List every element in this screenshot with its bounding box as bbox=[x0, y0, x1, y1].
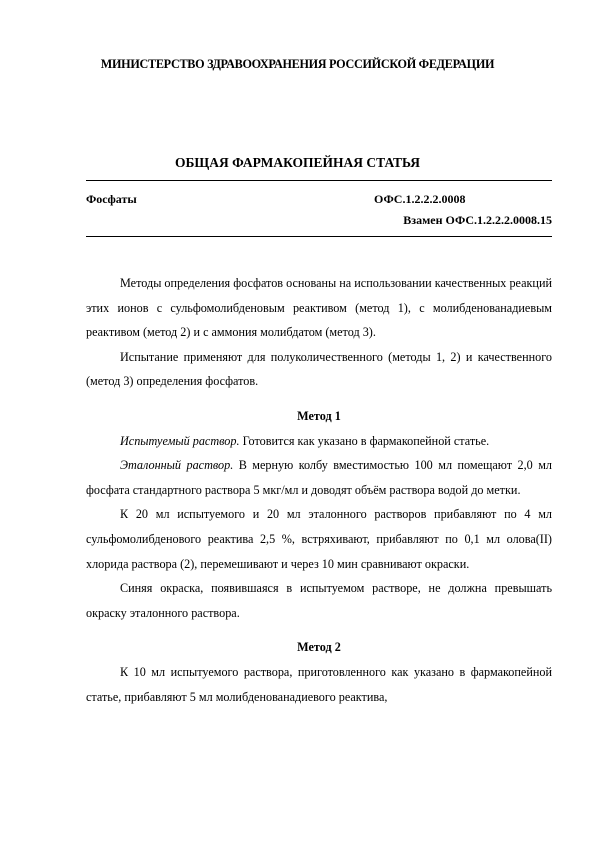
method-2-heading: Метод 2 bbox=[297, 640, 341, 655]
article-code: ОФС.1.2.2.2.0008 bbox=[374, 192, 466, 206]
reference-solution-label: Эталонный раствор. bbox=[120, 458, 234, 473]
method-2-procedure: К 10 мл испытуемого раствора, приготовленного как указано в фармакопейной статье, прибавляют 5 мл молибденованадиевого реактива, bbox=[86, 664, 552, 704]
method-1-procedure: К 20 мл испытуемого и 20 мл эталонного растворов прибавляют по 4 мл сульфомолибденового реактива 2,5 %, встряхивают, прибавляют по 0,1 мл олова(II) хлорида раствора (2), перемешивают и через 10 мин сравнивают окраски. bbox=[86, 507, 552, 571]
intro-paragraph-2: Испытание применяют для полуколичественного (методы 1, 2) и качественного (метод 3) определения фосфатов. bbox=[86, 349, 552, 389]
test-solution-label: Испытуемый раствор. bbox=[120, 433, 240, 448]
intro-paragraph-1: Методы определения фосфатов основаны на использовании качественных реакций этих ионов с сульфомолибденовым реактивом (метод 1), с молибденованадиевым реактивом (метод 2) и с аммония молибдатом (метод 3). bbox=[86, 276, 552, 340]
method-1-criterion: Синяя окраска, появившаяся в испытуемом растворе, не должна превышать окраску эталонного раствора. bbox=[86, 581, 552, 620]
ministry-title: МИНИСТЕРСТВО ЗДРАВООХРАНЕНИЯ РОССИЙСКОЙ ФЕДЕРАЦИИ bbox=[100, 57, 495, 71]
reference-solution-text: В мерную колбу вместимостью 100 мл помещают 2,0 мл фосфата стандартного раствора 5 мкг/мл и доводят объём раствора водой до метки. bbox=[86, 458, 552, 497]
article-title: Фосфаты bbox=[86, 192, 137, 206]
test-solution-paragraph bbox=[86, 429, 552, 454]
method-1-heading: Метод 1 bbox=[297, 408, 341, 423]
replaces-code: Взамен ОФС.1.2.2.2.0008.15 bbox=[403, 213, 552, 227]
test-solution-text: Готовится как указано в фармакопейной статье. bbox=[239, 433, 490, 448]
header-rule-top bbox=[86, 180, 552, 181]
reference-solution-paragraph bbox=[86, 453, 552, 502]
document-body bbox=[86, 271, 552, 709]
document-type-heading: ОБЩАЯ ФАРМАКОПЕЙНАЯ СТАТЬЯ bbox=[174, 155, 421, 170]
header-rule-bottom bbox=[86, 236, 552, 237]
